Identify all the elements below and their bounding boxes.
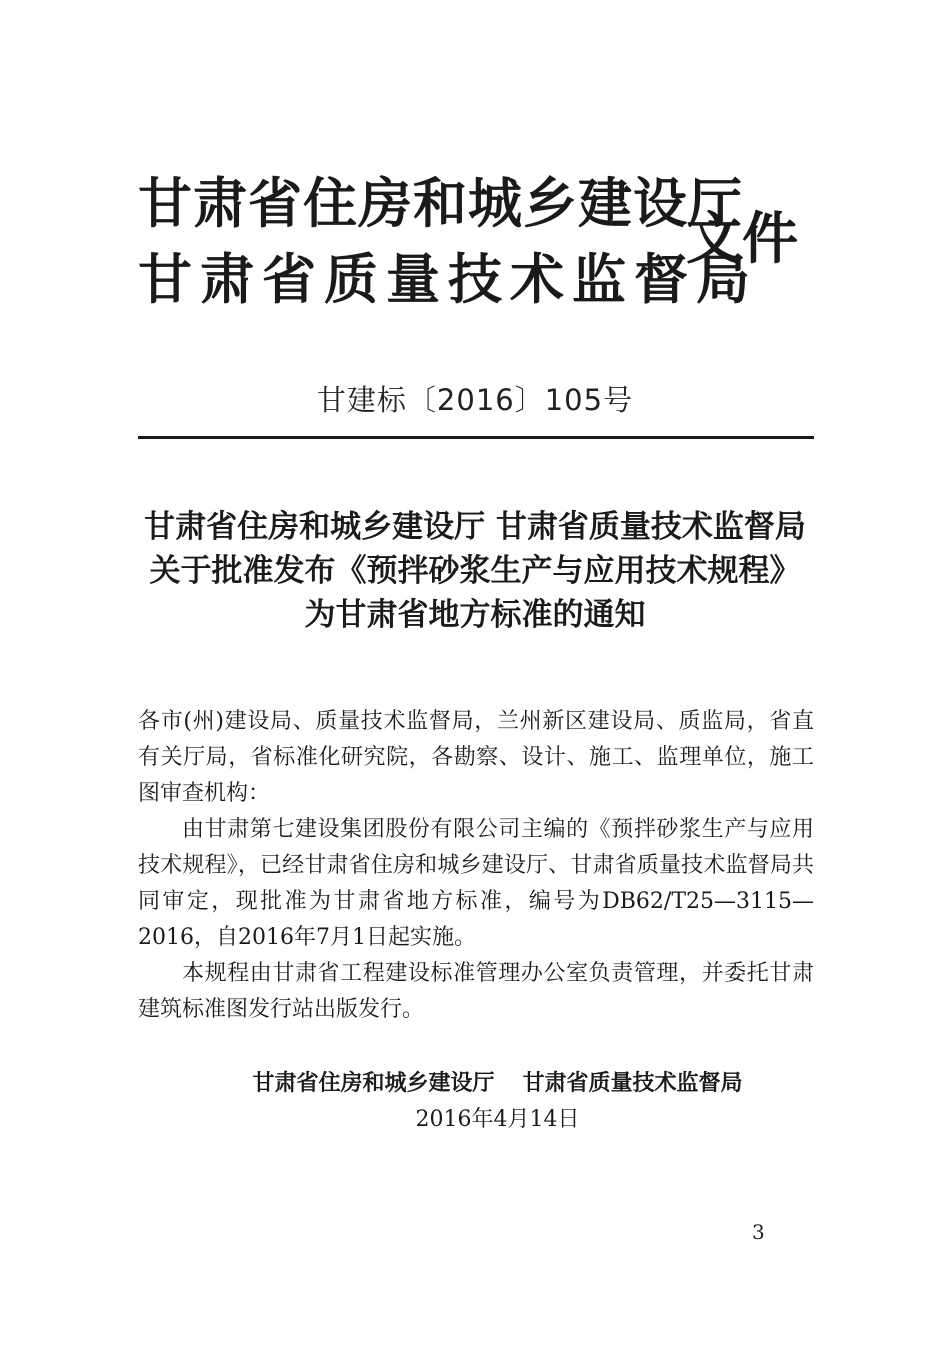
page-number: 3 [752, 1220, 765, 1244]
document-type-label: 文件 [686, 207, 798, 272]
header-divider [138, 436, 814, 439]
recipients-paragraph: 各市(州)建设局、质量技术监督局，兰州新区建设局、质监局，省直有关厅局，省标准化研究院，各勘察、设计、施工、监理单位，施工图审查机构： [138, 709, 814, 806]
body-paragraph-1: 由甘肃第七建设集团股份有限公司主编的《预拌砂浆生产与应用技术规程》，已经甘肃省住房和城乡建设厅、甘肃省质量技术监督局共同审定，现批准为甘肃省地方标准，编号为DB62/T25—3115—2016，自2016年7月1日起实施。 [138, 817, 814, 950]
document-header [138, 172, 838, 322]
notice-body [138, 704, 814, 1028]
body-paragraph-2: 本规程由甘肃省工程建设标准管理办公室负责管理，并委托甘肃建筑标准图发行站出版发行。 [138, 961, 814, 1022]
signing-organizations [0, 1066, 950, 1102]
issuer-name-1: 甘肃省住房和城乡建设厅 [138, 172, 743, 235]
issuer-name-2: 甘肃省质量技术监督局 [138, 248, 758, 311]
signature-block [0, 1066, 950, 1138]
title-line-3: 为甘肃省地方标准的通知 [304, 597, 646, 633]
title-line-1: 甘肃省住房和城乡建设厅 甘肃省质量技术监督局 [144, 509, 806, 545]
signature-date: 2016年4月14日 [415, 1107, 580, 1132]
signing-org-2: 甘肃省质量技术监督局 [522, 1071, 743, 1096]
title-line-2: 关于批准发布《预拌砂浆生产与应用技术规程》 [149, 553, 801, 589]
signing-org-1: 甘肃省住房和城乡建设厅 [252, 1071, 495, 1096]
document-number: 甘建标〔2016〕105号 [316, 383, 634, 417]
notice-title [0, 505, 950, 637]
